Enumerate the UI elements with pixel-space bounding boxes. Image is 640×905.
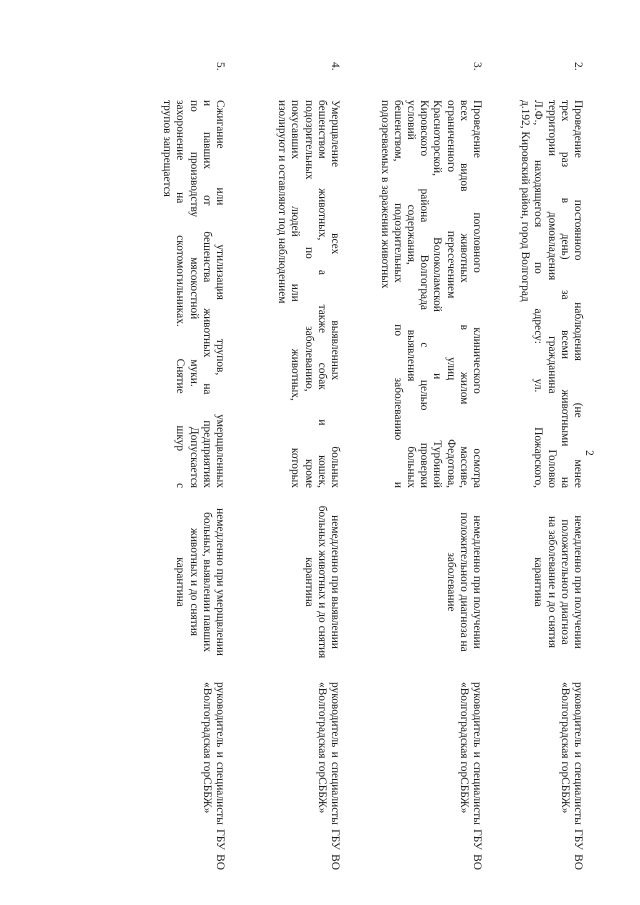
- responsible-text: [558, 682, 584, 870]
- measure-line: условий содержания, выявления больных: [404, 100, 417, 488]
- measure-text: [518, 100, 584, 488]
- measure-line: подозреваемых в заражении животных: [378, 100, 391, 289]
- measure-line: д.192, Кировский район, город Волгоград: [519, 100, 532, 302]
- deadline-line: на заболевание и до снятия: [545, 516, 558, 648]
- deadline-line: заболевание: [444, 552, 457, 612]
- deadline-line: больных животных и до снятия: [315, 505, 328, 659]
- measure-line: подозрительных по заболеванию, кроме: [302, 100, 315, 488]
- responsible-line: «Волгоградская горСББЖ»: [558, 682, 571, 814]
- measure-line: трех раз в день) за всеми животными на: [558, 100, 571, 488]
- measure-line: бешенством, подозрительных по заболеванию и: [391, 100, 404, 488]
- measure-line: Сжигание или утилизация трупов, умерщвленных: [214, 100, 226, 488]
- responsible-line: «Волгоградская горСББЖ»: [315, 682, 328, 814]
- deadline-text: [301, 493, 341, 671]
- deadline-line: карантина: [302, 557, 315, 607]
- deadline-text: [531, 493, 584, 671]
- measure-line: бешенством животных, а также собак и кошек,: [315, 100, 328, 488]
- measure-text: [160, 100, 226, 488]
- deadline-line: немедленно при получении: [471, 515, 483, 649]
- responsible-text: [315, 682, 341, 870]
- measure-line: Л.Ф., находящегося по адресу: ул. Пожарского,: [532, 100, 545, 488]
- measure-line: покусавших людей или животных, которых: [289, 100, 302, 488]
- deadline-line: карантина: [174, 557, 187, 607]
- responsible-line: руководитель и специалисты ГБУ ВО: [329, 682, 341, 870]
- responsible-line: руководитель и специалисты ГБУ ВО: [572, 682, 584, 870]
- measure-line: Умерщвление всех выявленных больных: [329, 100, 341, 488]
- responsible-line: руководитель и специалисты ГБУ ВО: [471, 682, 483, 870]
- row-number: 5.: [214, 62, 226, 71]
- row-number: 3.: [471, 62, 483, 71]
- responsible-line: «Волгоградская горСББЖ»: [200, 682, 213, 814]
- deadline-line: немедленно при умерщвлении: [214, 508, 226, 656]
- deadline-line: немедленно при выявлении: [329, 515, 341, 649]
- measure-line: захоронение на скотомогильниках. Снятие шкур с: [174, 100, 187, 488]
- deadline-line: карантина: [532, 557, 545, 607]
- measure-text: [275, 100, 341, 488]
- measure-line: Красноторской, Волоколамской и Турбиной: [431, 100, 444, 488]
- responsible-line: руководитель и специалисты ГБУ ВО: [214, 682, 226, 870]
- measure-line: Кировского района Волгограда с целью проверки: [418, 100, 431, 488]
- measure-line: по производству мясокостной муки. Допускается: [187, 100, 200, 488]
- deadline-line: больных, выявлении павших: [200, 512, 213, 652]
- deadline-text: [173, 493, 226, 671]
- deadline-line: положительного диагноза на: [457, 512, 470, 652]
- measure-text: [377, 100, 483, 488]
- deadline-text: [443, 493, 483, 671]
- responsible-line: «Волгоградская горСББЖ»: [457, 682, 470, 814]
- responsible-text: [200, 682, 226, 870]
- row-number: 2.: [572, 62, 584, 71]
- row-number: 4.: [329, 62, 341, 71]
- measure-line: и павших от бешенства животных на предприятиях: [200, 100, 213, 488]
- measure-line: всех видов животных в жилом массиве,: [457, 100, 470, 488]
- page-number: 2: [583, 450, 595, 456]
- deadline-line: немедленно при получении: [572, 515, 584, 649]
- measure-line: Проведение постоянного наблюдения (не менее: [572, 100, 584, 488]
- measure-line: трупов запрещается: [161, 100, 174, 197]
- measure-line: территории домовладения гражданина Головко: [545, 100, 558, 488]
- deadline-line: животных и до снятия: [187, 527, 200, 637]
- measure-line: изолируют и оставляют под наблюдением: [276, 100, 289, 304]
- deadline-line: положительного диагноза: [558, 519, 571, 645]
- measure-line: Проведение поголовного клинического осмотра: [471, 100, 483, 488]
- responsible-text: [457, 682, 483, 870]
- measure-line: ограниченного пересечением улиц Федотова,: [444, 100, 457, 488]
